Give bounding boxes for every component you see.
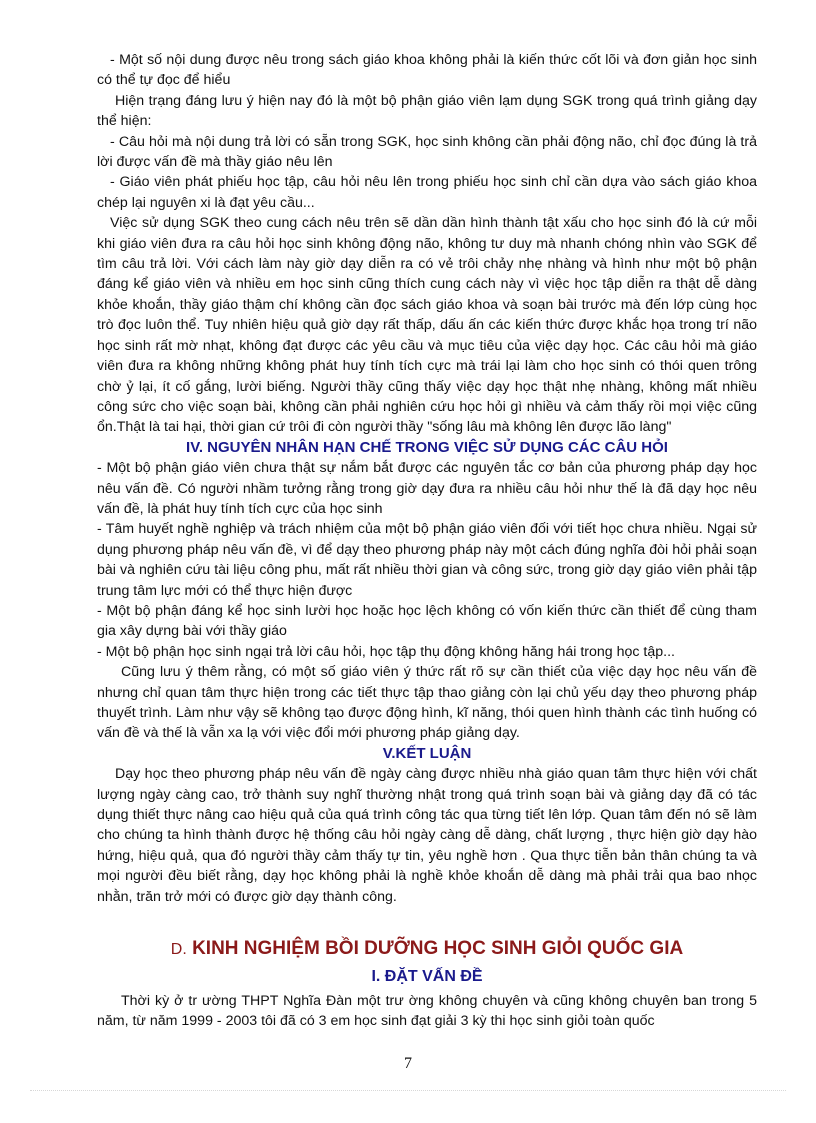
paragraph: - Một bộ phận đáng kể học sinh lười học hoặc học lệch không có vốn kiến thức cần thiết để cùng tham gia xây dựng bài với thầy giáo [97,602,757,640]
paragraph: Việc sử dụng SGK theo cung cách nêu trên sẽ dần dần hình thành tật xấu cho học sinh đó là cứ mỗi khi giáo viên đưa ra câu hỏi học sinh không động não, không tư duy mà nhanh chóng nhìn vào SGK để tìm câu trả lời. Với cách làm này giờ dạy diễn ra có vẻ trôi chảy nhẹ nhàng và hình như một bộ phận đáng kể giáo viên và nhiều em học sinh cũng thích cung cách này vì việc học tập diễn ra thật dễ dàng khỏe khoắn, thầy giáo thậm chí không cần đọc sách giáo khoa và soạn bài trước mà đến lớp cùng học trò đọc luôn thể. Tuy nhiên hiệu quả giờ dạy rất thấp, dấu ấn các kiến thức được khắc họa trong trí não học sinh rất mờ nhạt, không đạt được các yêu cầu và mục tiêu của việc dạy học. Các câu hỏi mà giáo viên đưa ra không những không phát huy tính tích cực mà trái lại làm cho học sinh có thói quen trông chờ ỷ lại, ít cố gắng, lười biếng. Người thầy cũng thấy việc dạy học thật nhẹ nhàng, không mất nhiều công sức cho việc soạn bài, không cần phải nghiên cứu học hỏi gì nhiều và cảm thấy rồi mọi việc cũng ổn.Thật là tai hại, thời gian cứ trôi đi còn người thầy "sống lâu mà không lên được lão làng" [97,215,757,436]
paragraph: - Một số nội dung được nêu trong sách giáo khoa không phải là kiến thức cốt lõi và đơn giản học sinh có thể tự đọc để hiểu [97,52,757,89]
section-numeral: V. [382,744,396,762]
paragraph: Cũng lưu ý thêm rằng, có một số giáo viên ý thức rất rõ sự cần thiết của việc dạy học nêu vấn đề nhưng chỉ quan tâm thực hiện trong các tiết thực tập thao giảng còn lại chủ yếu dạy theo phương pháp thuyết trình. Làm như vậy sẽ không tạo được động hình, kĩ năng, thói quen hình thành các tình huống có vấn đề và thế là vẫn xa lạ với việc đổi mới phương pháp giảng dạy. [97,664,757,742]
subsection-heading-i [97,966,757,988]
section-heading-iv [97,438,757,458]
paragraph: - Một bộ phận học sinh ngại trả lời câu hỏi, học tập thụ động không hăng hái trong học tập... [97,643,675,660]
paragraph: - Một bộ phận giáo viên chưa thật sự nắm bắt được các nguyên tắc cơ bản của phương pháp dạy học nêu vấn đề. Có người nhầm tưởng rằng trong giờ dạy đưa ra nhiều câu hỏi như thế là đã dạy học nêu vấn đề, là phát huy tính tích cực của học sinh [97,460,757,517]
section-title: KẾT LUẬN [395,744,472,762]
page-bottom-divider [30,1090,786,1091]
paragraph: - Tâm huyết nghề nghiệp và trách nhiệm của một bộ phận giáo viên đối với tiết học chưa nhiều. Ngại sử dụng phương pháp nêu vấn đề, vì để dạy theo phương pháp này một cách đúng nghĩa đòi hỏi phải soạn bài và nghiên cứu tài liệu công phu, mất rất nhiều thời gian và công sức, trong giờ dạy giáo viên phải tập trung tâm lực mới có thể thực hiện được [97,521,757,599]
paragraph: Thời kỳ ở tr ường THPT Nghĩa Đàn một trư ờng không chuyên và cũng không chuyên ban trong 5 năm, từ năm 1999 - 2003 tôi đã có 3 em học sinh đạt giải 3 kỳ thi học sinh giỏi toàn quốc [97,993,757,1030]
section-numeral: IV. [186,438,203,456]
section-title: NGUYÊN NHÂN HẠN CHẾ TRONG VIỆC SỬ DỤNG CÁC CÂU HỎI [207,438,668,456]
paragraph: - Câu hỏi mà nội dung trả lời có sẵn trong SGK, học sinh không cần phải động não, chỉ đọc đúng là trả lời được vấn đề mà thầy giáo nêu lên [97,133,757,171]
major-heading-d [97,937,757,962]
page-number: 7 [404,1055,412,1072]
document-body [97,50,757,1032]
paragraph: Dạy học theo phương pháp nêu vấn đề ngày càng được nhiều nhà giáo quan tâm thực hiện với chất lượng ngày càng cao, trở thành suy nghĩ thường nhật trong quá trình soạn bài và giảng dạy đã có tác dụng thiết thực nâng cao hiệu quả của quá trình công tác qua từng tiết lên lớp. Quan tâm đến nó sẽ làm cho chúng ta hình thành được hệ thống câu hỏi ngày càng dễ dàng, chất lượng , thực hiện giờ dạy hào hứng, hiệu quả, qua đó người thầy cảm thấy tự tin, yêu nghề hơn . Qua thực tiễn bản thân chúng ta và mọi người đều biết rằng, dạy học không phải là nghề khỏe khoắn dễ dàng mà phải trải qua bao nhọc nhằn, trăn trở mới có được giờ dạy thành công. [97,766,757,905]
section-numeral: I. [371,968,381,986]
section-title: ĐẶT VẤN ĐỀ [384,968,483,986]
section-letter: D. [170,941,187,959]
section-heading-v [97,744,757,764]
paragraph: Hiện trạng đáng lưu ý hiện nay đó là một bộ phận giáo viên lạm dụng SGK trong quá trình giảng dạy thể hiện: [97,92,757,130]
major-heading-title: KINH NGHIỆM BỒI DƯỠNG HỌC SINH GIỎI QUỐC GIA [192,938,684,960]
paragraph: - Giáo viên phát phiếu học tập, câu hỏi nêu lên trong phiếu học sinh chỉ cần dựa vào sách giáo khoa chép lại nguyên xi là đạt yêu cầu... [97,174,757,211]
